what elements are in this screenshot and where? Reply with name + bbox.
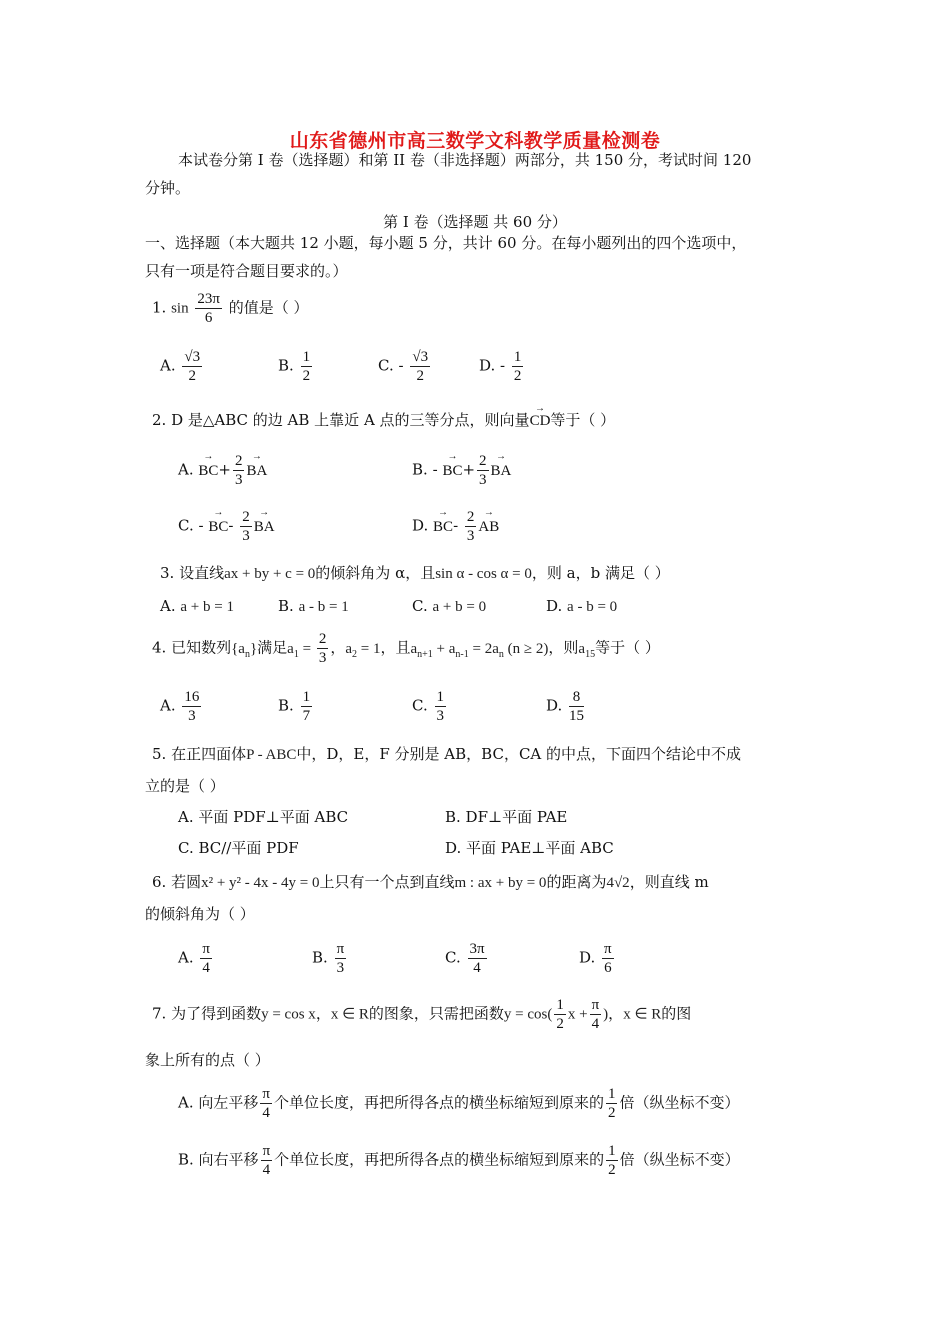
- q1-sin: sin: [171, 300, 189, 317]
- q1-fraction: $\frac{23\pi}{6}$: [197, 291, 220, 326]
- q5-option-d: D. 平面 PAE⊥平面 ABC: [445, 839, 614, 857]
- q2-option-d: D. → BC- $\frac{2}{3}$ → AB: [412, 508, 499, 545]
- section1-line-2: 只有一项是符合题目要求的。）: [145, 262, 348, 280]
- q4-option-d: D. $\frac{8}{15}$: [546, 689, 585, 724]
- q2-vector-cd: → CD: [530, 407, 551, 435]
- question-1: [152, 290, 309, 327]
- question-6-line-1: 6. 若圆x² + y² - 4x - 4y = 0上只有一个点到直线m : ax + by = 0的距离为4√2，则直线 m: [152, 873, 709, 891]
- q3-option-d: D. a - b = 0: [546, 597, 618, 615]
- q4-option-a: A. $\frac{16}{3}$: [160, 689, 200, 724]
- q3-option-b: B. a - b = 1: [278, 597, 349, 615]
- q4-option-c: C. $\frac{1}{3}$: [412, 689, 444, 724]
- q6-option-d: D. $\frac{\pi}{6}$: [579, 941, 612, 976]
- question-7-line-2: 象上所有的点（ ）: [145, 1051, 270, 1069]
- q1-option-b: B. $\frac{1}{2}$: [278, 349, 311, 384]
- q6-option-a: A. $\frac{\pi}{4}$: [178, 941, 210, 976]
- q1-option-c: C. - $\frac{√3}{2}$: [378, 349, 429, 384]
- q5-option-b: B. DF⊥平面 PAE: [445, 808, 568, 826]
- q1-option-a: A. $\frac{√3}{2}$: [160, 349, 201, 384]
- q1-stem: 的值是（ ）: [228, 298, 309, 317]
- question-2: 2. D 是△ABC 的边 AB 上靠近 A 点的三等分点，则向量→ CD等于（ ）: [152, 406, 615, 435]
- q3-option-c: C. a + b = 0: [412, 597, 487, 615]
- q5-option-c: C. BC//平面 PDF: [178, 839, 299, 857]
- section1-line-1: 一、选择题（本大题共 12 小题，每小题 5 分，共计 60 分。在每小题列出的四个选项中，: [145, 234, 747, 252]
- question-7-line-1: 7. 为了得到函数y = cos x，x ∈ R的图象，只需把函数y = cos( $\frac{1}{2}$ x + $\frac{\pi}{4}$ )，x ∈ R的图: [152, 997, 692, 1032]
- intro-line-2: 分钟。: [145, 179, 191, 197]
- q6-option-c: C. $\frac{3\pi}{4}$: [445, 941, 485, 976]
- q7-option-a: A. 向左平移 $\frac{\pi}{4}$ 个单位长度，再把所得各点的横坐标缩短到原来的 $\frac{1}{2}$ 倍（纵坐标不变）: [178, 1086, 740, 1121]
- q2-option-c: C. - → BC- $\frac{2}{3}$ → BA: [178, 508, 275, 545]
- q1-option-d: D. - $\frac{1}{2}$: [479, 349, 522, 384]
- question-3: 3. 设直线ax + by + c = 0的倾斜角为 α，且sin α - cos α = 0，则 a，b 满足（ ）: [160, 564, 670, 582]
- q4-option-b: B. $\frac{1}{7}$: [278, 689, 311, 724]
- q5-option-a: A. 平面 PDF⊥平面 ABC: [178, 808, 349, 826]
- question-5-line-1: 5. 在正四面体P - ABC中，D，E，F 分别是 AB，BC，CA 的中点，下面四个结论中不成: [152, 745, 742, 763]
- q7-option-b: B. 向右平移 $\frac{\pi}{4}$ 个单位长度，再把所得各点的横坐标缩短到原来的 $\frac{1}{2}$ 倍（纵坐标不变）: [178, 1143, 740, 1178]
- question-5-line-2: 立的是（ ）: [145, 777, 225, 795]
- question-6-line-2: 的倾斜角为（ ）: [145, 905, 255, 923]
- question-4: 4. 已知数列$\{a_n\}$满足$a_1$ = $\frac{2}{3}$ ，$a_2 = 1$，且$a_{n+1} + a_{n-1} = 2a_n$ (n ≥ 2)，则$a_{15}$等于（ ）: [152, 631, 660, 666]
- q3-option-a: A. a + b = 1: [160, 597, 234, 615]
- intro-line-1: 本试卷分第 I 卷（选择题）和第 II 卷（非选择题）两部分，共 150 分，考试时间 120: [178, 151, 752, 169]
- document-title: 山东省德州市高三数学文科教学质量检测卷: [289, 130, 661, 152]
- q6-option-b: B. $\frac{\pi}{3}$: [312, 941, 345, 976]
- q2-option-a: A. → BC+ $\frac{2}{3}$ → BA: [178, 452, 267, 489]
- q2-option-b: B. - → BC+ $\frac{2}{3}$ → BA: [412, 452, 511, 489]
- q1-number: 1.: [152, 298, 167, 317]
- part1-heading: 第 I 卷（选择题 共 60 分）: [383, 213, 567, 231]
